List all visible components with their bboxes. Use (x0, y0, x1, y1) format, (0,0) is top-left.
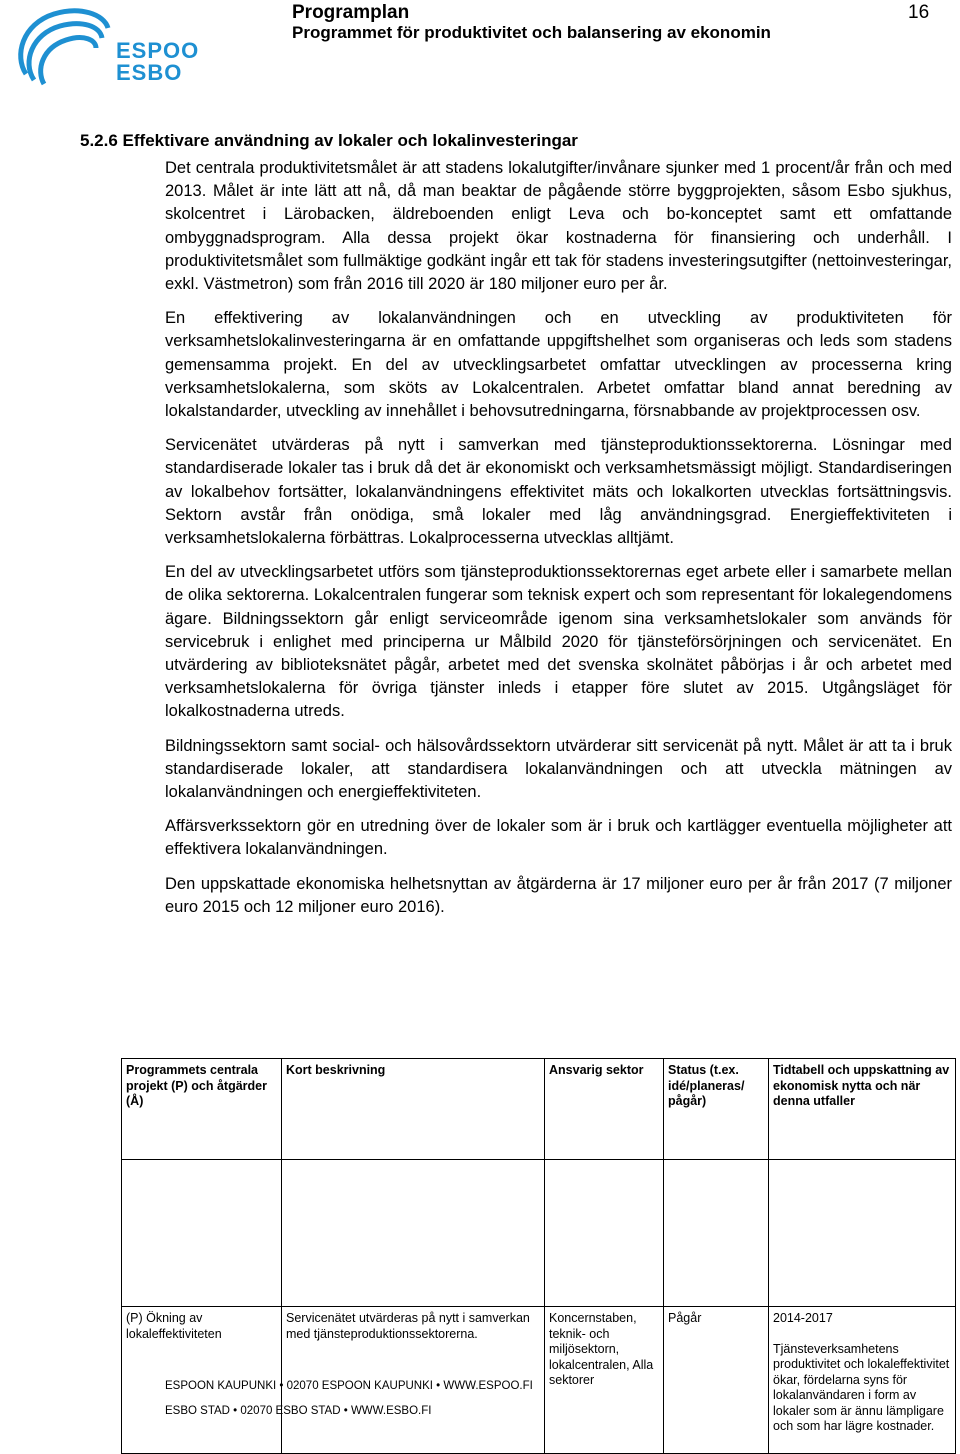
document-subtitle: Programmet för produktivitet och balansering av ekonomin (292, 23, 771, 42)
cell-timeline (769, 1307, 956, 1454)
cell-timeline-benefit: Tjänsteverksamhetens produktivitet och lokaleffektivitet ökar, fördelarna syns för lokalanvändaren i form av lokaler som är ännu lämpligare och som har lägre kostnader. (773, 1341, 950, 1433)
paragraph: En del av utvecklingsarbetet utförs som tjänsteproduktionssektorernas eget arbete eller i samarbete mellan de olika sektorerna. Lokalcentralen fungerar som teknisk expert och som representant för lokalegendomens ägare. Bildningssektorn går enligt serviceområde igenom sina verksamhetslokaler som används för servicebruk i enlighet med principerna ur Målbild 2020 för tjänsteförsörjningen och servicenätet. En utvärdering av biblioteksnätet pågår, arbetet med det svenska skolnätet påbörjas i år och arbetet med verksamhetslokalerna för övriga tjänster inleds i etapper före slutet av 2015. Utgångsläget för lokalkostnaderna utreds. (165, 563, 952, 721)
header-timeline: Tidtabell och uppskattning av ekonomisk nytta och när denna utfaller (769, 1059, 956, 1160)
espoo-logo-swirl-icon (8, 4, 118, 88)
document-title: Programplan (292, 2, 410, 23)
section-heading: 5.2.6 Effektivare användning av lokaler och lokalinvesteringar (80, 131, 578, 150)
espoo-logo (8, 4, 198, 88)
footer-swedish: ESBO STAD • 02070 ESBO STAD • WWW.ESBO.FI (165, 1405, 432, 1417)
logo-wordmark (116, 40, 199, 84)
footer-finnish: ESPOON KAUPUNKI • 02070 ESPOON KAUPUNKI • WWW.ESPOO.FI (165, 1380, 533, 1392)
paragraph: Servicenätet utvärderas på nytt i samverkan med tjänsteproduktionssektorerna. Lösningar med standardiserade lokaler tas i bruk då det är ekonomiskt och verksamhetsmässigt möjligt. Standardiseringen av lokalbehov fortsätter, lokalanvändningens effektivitet mäts och lokalkorten utvecklas fortsättningsvis. Sektorn avstår från onödiga, små lokaler med låg användningsgrad. Energieffektiviteten i verksamhetslokalerna förbättras. Lokalprocesserna utvecklas alltjämt. (165, 436, 952, 548)
cell-status: Pågår (664, 1307, 769, 1454)
page-number: 16 (908, 2, 930, 23)
table-spacer-row (122, 1160, 956, 1307)
cell-sector: Koncernstaben, teknik- och miljösektorn, lokalcentralen, Alla sektorer (545, 1307, 664, 1454)
table-header-row (122, 1059, 956, 1160)
logo-line-esbo: ESBO (116, 60, 183, 85)
cell-project: (P) Ökning av lokaleffektiviteten (122, 1307, 282, 1454)
paragraph: Bildningssektorn samt social- och hälsovårdssektorn utvärderar sitt servicenät på nytt. Målet är att ta i bruk standardiserade lokaler, att standardisera lokalanvändningen och att utveckla mätningen av lokalanvändningen och energieffektiviteten. (165, 736, 952, 802)
header-project: Programmets centrala projekt (P) och åtgärder (Å) (122, 1059, 282, 1160)
paragraph: Det centrala produktivitetsmålet är att stadens lokalutgifter/invånare sjunker med 1 procent/år från och med 2013. Målet är inte lätt att nå, då man beaktar de pågående större byggprojekten, såsom Esbo sjukhus, skolcentret i Lärobacken, äldreboenden enligt Leva och bo-konceptet samt ett omfattande ombyggnadsprogram. Alla dessa projekt ökar kostnaderna för finansiering och underhåll. I produktivitetsmålet som fullmäktige godkänt ingår ett tak för stadens investeringsutgifter (nettoinvesteringar, exkl. Västmetron) som från 2016 till 2020 är 180 miljoner euro per år. (165, 159, 952, 294)
body-text (165, 157, 952, 930)
header-sector: Ansvarig sektor (545, 1059, 664, 1160)
cell-timeline-years: 2014-2017 (773, 1311, 833, 1325)
header-description: Kort beskrivning (282, 1059, 545, 1160)
program-table (121, 1058, 956, 1454)
paragraph: En effektivering av lokalanvändningen och en utveckling av produktiviteten för verksamhetslokalinvesteringarna är en omfattande uppgiftshelhet som organiseras och leds som stadens gemensamma projekt. En del av utvecklingsarbetet omfattar utvecklingen av processerna kring verksamhetslokalerna, som sköts av Lokalcentralen. Arbetet omfattar bland annat beredning av lokalstandarder, utveckling av innehållet i behovsutredningarna, försnabbande av projektprocessen osv. (165, 309, 952, 421)
paragraph: Affärsverkssektorn gör en utredning över de lokaler som är i bruk och kartlägger eventuella möjligheter att effektivera lokalanvändningen. (165, 817, 952, 859)
cell-description: Servicenätet utvärderas på nytt i samverkan med tjänsteproduktionssektorerna. (282, 1307, 545, 1454)
header-status: Status (t.ex. idé/planeras/ pågår) (664, 1059, 769, 1160)
paragraph: Den uppskattade ekonomiska helhetsnyttan av åtgärderna är 17 miljoner euro per år från 2017 (7 miljoner euro 2015 och 12 miljoner euro 2016). (165, 874, 952, 916)
logo-line-espoo: ESPOO (116, 38, 200, 63)
